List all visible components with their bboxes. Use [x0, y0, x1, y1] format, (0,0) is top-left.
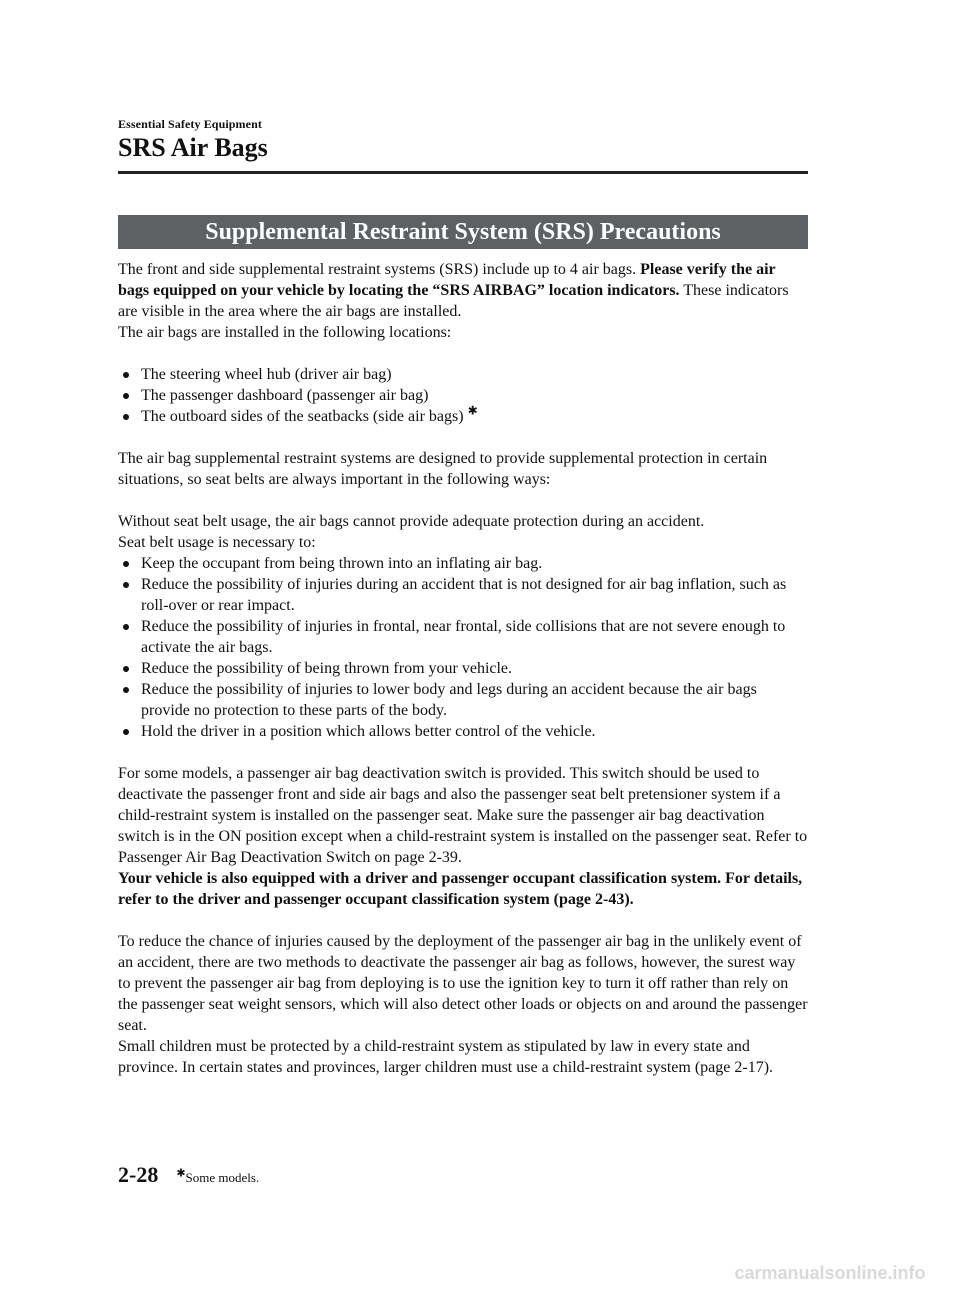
- bullet-icon: [123, 729, 129, 735]
- chapter-label: Essential Safety Equipment: [118, 117, 262, 131]
- watermark-logo: carmanualsonline.info: [734, 1262, 926, 1283]
- bullet-icon: [123, 687, 129, 693]
- intro-paragraph: The front and side supplemental restraint systems (SRS) include up to 4 air bags. Please verify the air bags equipped on your vehicle by locating the “SRS AIRBAG” location indicators. These indicators are visible in the area where the air bags are installed.: [118, 261, 789, 320]
- footnote-star-icon: ✱: [176, 1167, 186, 1180]
- child-restraint-paragraph: Small children must be protected by a child-restraint system as stipulated by law in every state and province. In certain states and provinces, larger children must use a child-restraint system (page 2-17).: [118, 1038, 774, 1076]
- belt-reasons-list: [118, 553, 808, 742]
- verify-airbags-note: Please verify the air bags equipped on your vehicle by locating the “SRS AIRBAG” location indicators.: [118, 261, 776, 299]
- airbag-locations-list: [118, 364, 808, 427]
- list-item: Reduce the possibility of being thrown from your vehicle.: [118, 658, 808, 679]
- footnote: ✱Some models.: [176, 1167, 260, 1185]
- bullet-icon: [123, 666, 129, 672]
- without-belt-paragraph: Without seat belt usage, the air bags cannot provide adequate protection during an accident.: [118, 513, 705, 530]
- list-item: Keep the occupant from being thrown into an inflating air bag.: [118, 553, 808, 574]
- bullet-icon: [123, 414, 129, 420]
- list-item: Hold the driver in a position which allows better control of the vehicle.: [118, 721, 808, 742]
- page-number: 2-28: [118, 1162, 159, 1187]
- bullet-icon: [123, 561, 129, 567]
- section-title: SRS Air Bags: [118, 133, 268, 162]
- locations-lead: The air bags are installed in the following locations:: [118, 324, 452, 341]
- occupant-classification-note: Your vehicle is also equipped with a driver and passenger occupant classification system. For details, refer to the driver and passenger occupant classification system (page 2-43).: [118, 870, 803, 908]
- list-item: The passenger dashboard (passenger air bag): [118, 385, 808, 406]
- header-rule: [118, 171, 808, 174]
- necessary-lead: Seat belt usage is necessary to:: [118, 534, 316, 551]
- page-footer: [118, 1162, 259, 1188]
- deactivation-switch-paragraph: For some models, a passenger air bag deactivation switch is provided. This switch should be used to deactivate the passenger front and side air bags and also the passenger seat belt pretensioner system if a child-restraint system is installed on the passenger seat. Make sure the passenger air bag deactivation switch is in the ON position except when a child-restraint system is installed on the passenger seat. Refer to Passenger Air Bag Deactivation Switch on page 2-39.: [118, 765, 808, 866]
- bullet-icon: [123, 582, 129, 588]
- precautions-banner: Supplemental Restraint System (SRS) Precautions: [118, 215, 808, 249]
- bullet-icon: [123, 624, 129, 630]
- list-item: Reduce the possibility of injuries to lower body and legs during an accident because the air bags provide no protection to these parts of the body.: [118, 679, 808, 721]
- supplemental-paragraph: The air bag supplemental restraint systems are designed to provide supplemental protection in certain situations, so seat belts are always important in the following ways:: [118, 450, 768, 488]
- list-item: The steering wheel hub (driver air bag): [118, 364, 808, 385]
- bullet-icon: [123, 393, 129, 399]
- reduce-injury-paragraph: To reduce the chance of injuries caused by the deployment of the passenger air bag in the unlikely event of an accident, there are two methods to deactivate the passenger air bag as follows, however, the surest way to prevent the passenger air bag from deploying is to use the ignition key to turn it off rather than rely on the passenger seat weight sensors, which will also detect other loads or objects on and around the passenger seat.: [118, 933, 808, 1034]
- some-models-star-icon: ✱: [467, 403, 478, 418]
- page-body: [118, 259, 808, 1078]
- list-item: Reduce the possibility of injuries in frontal, near frontal, side collisions that are not severe enough to activate the air bags.: [118, 616, 808, 658]
- list-item: Reduce the possibility of injuries during an accident that is not designed for air bag inflation, such as roll-over or rear impact.: [118, 574, 808, 616]
- list-item: The outboard sides of the seatbacks (side air bags) ✱: [118, 406, 808, 427]
- bullet-icon: [123, 372, 129, 378]
